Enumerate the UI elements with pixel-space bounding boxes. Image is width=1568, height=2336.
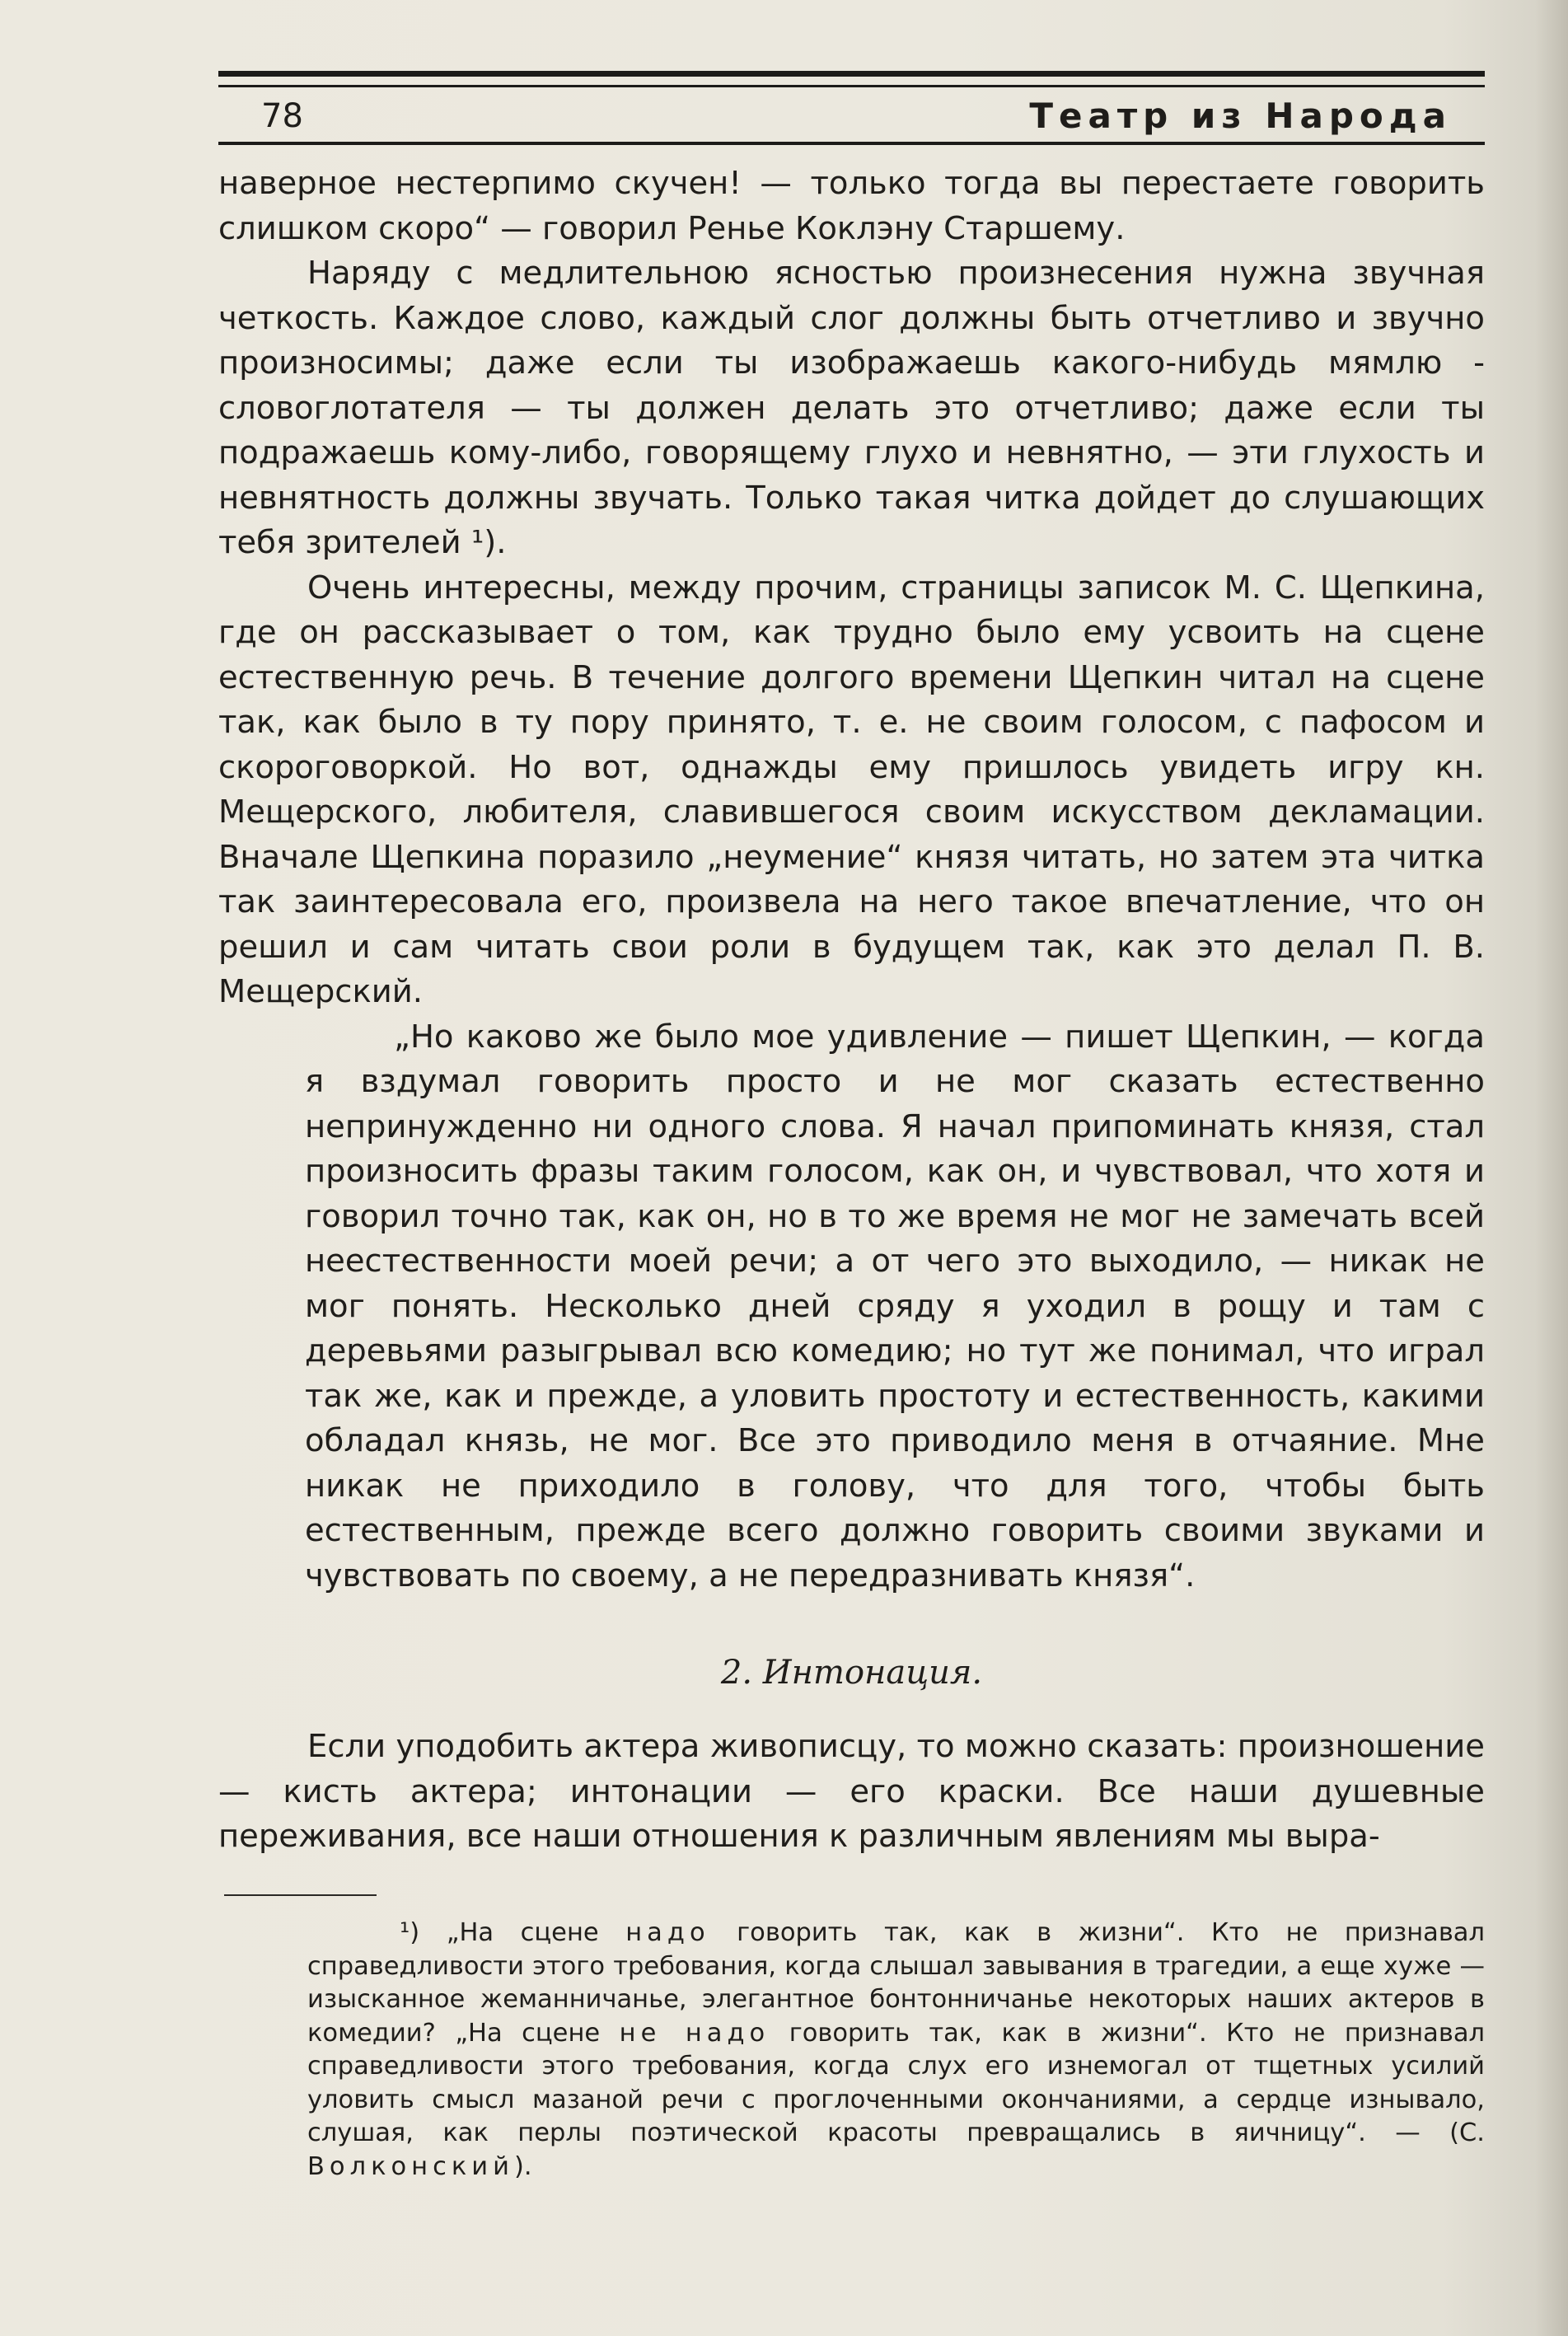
page-header	[218, 92, 1485, 142]
footnote-marker: ¹)	[400, 1918, 420, 1947]
footnote-author: Волконский	[307, 2151, 514, 2181]
paragraph: Если уподобить актера живописцу, то можно сказать: произношение — кисть актера; интонации — его краски. Все наши душевные переживания, все наши отношения к различным явлениям мы выра-	[218, 1728, 1485, 1855]
page-number: 78	[261, 97, 303, 135]
section-title: 2. Интонация.	[720, 1654, 983, 1692]
paragraph: Наряду с медлительною ясностью произнесения нужна звучная четкость. Каждое слово, каждый слог должны быть отчетливо и звучно произносимы; даже если ты изображаешь какого-нибудь мямлю - словоглотателя — ты должен делать это отчетливо; даже если ты подражаешь кому-либо, говорящему глухо и невнятно, — эти глухость и невнятность должны звучать. Только такая читка дойдет до слушающих тебя зрителей ¹).	[218, 255, 1485, 561]
emphasis-spaced: не надо	[619, 2018, 770, 2048]
main-text	[218, 162, 1485, 1599]
emphasis-spaced: надо	[625, 1918, 710, 1947]
header-rule	[218, 142, 1485, 145]
footnote-text: ¹) „На сцене надо говорить так, как в жизни“. Кто не признавал справедливости этого требования, когда слышал завывания в трагедии, а еще хуже — изысканное жеманничанье, элегантное бонтонничанье некоторых наших актеров в комедии? „На сцене не надо говорить так, как в жизни“. Кто не признавал справедливости этого требования, когда слух его изнемогал от тщетных усилий уловить смысл мазаной речи с проглоченными окончаниями, а сердце изнывало, слушая, как перлы поэтической красоты превращались в яичницу“. — (С. Волконский).	[307, 1918, 1486, 2181]
footnote-rule	[224, 1894, 377, 1896]
shchepkin-quote: „Но каково же было мое удивление — пишет Щепкин, — когда я вздумал говорить просто и не мог сказать естественно непринужденно ни одного слова. Я начал припоминать князя, стал произносить фразы таким голосом, как он, и чувствовал, что хотя и говорил точно так, как он, но в то же время не мог не замечать всей неестественности моей речи; а от чего это выходило, — никак не мог понять. Несколько дней сряду я уходил в рощу и там с деревьями разыгрывал всю комедию; но тут же понимал, что играл так же, как и прежде, а уловить простоту и естественность, какими обладал князь, не мог. Все это приводило меня в отчаяние. Мне никак не приходило в голову, что для того, чтобы быть естественным, прежде всего должно говорить своими звуками и чувствовать по своему, а не передразнивать князя“.	[305, 1018, 1485, 1594]
paragraph: Очень интересны, между прочим, страницы записок М. С. Щепкина, где он рассказывает о том, как трудно было ему усвоить на сцене естественную речь. В течение долгого времени Щепкин читал на сцене так, как было в ту пору принято, т. е. не своим голосом, с пафосом и скороговоркой. Но вот, однажды ему пришлось увидеть игру кн. Мещерского, любителя, славившегося своим искусством декламации. Вначале Щепкина поразило „неумение“ князя читать, но затем эта читка так заинтересовала его, произвела на него такое впечатление, что он решил и сам читать свои роли в будущем так, как это делал П. В. Мещерский.	[218, 569, 1485, 1010]
top-rule-thin	[218, 85, 1485, 87]
section-text	[218, 1725, 1485, 1860]
paragraph-continued: наверное нестерпимо скучен! — только тогда вы перестаете говорить слишком скоро“ — говорил Ренье Коклэну Старшему.	[218, 165, 1485, 247]
running-title: Театр из Народа	[1029, 96, 1452, 136]
footnote	[307, 1917, 1485, 2184]
top-rule-thick	[218, 71, 1485, 77]
page-edge-shadow	[1535, 0, 1568, 2336]
